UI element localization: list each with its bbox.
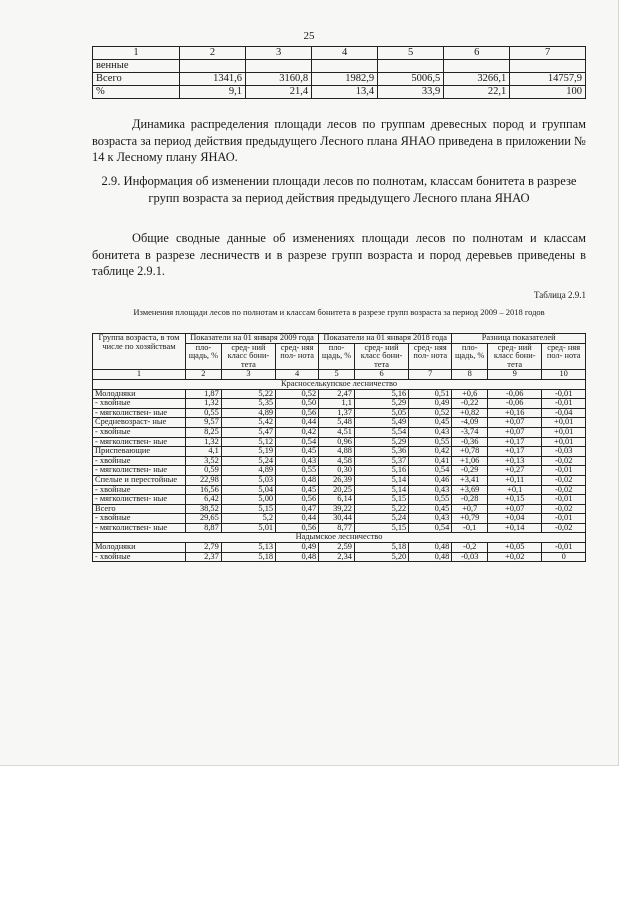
value-cell: 8,87 — [186, 523, 222, 533]
summary-row-label: венные — [93, 60, 180, 73]
value-cell: +0,15 — [488, 495, 542, 505]
row-label: Средневозраст- ные — [93, 418, 186, 428]
summary-empty-cell — [312, 60, 378, 73]
table-row — [93, 552, 586, 562]
row-label: Спелые и перестойные — [93, 475, 186, 485]
section-nadym-label: Надымское лесничество — [93, 533, 586, 543]
value-cell: 0,43 — [409, 485, 452, 495]
value-cell: -0,03 — [542, 447, 586, 457]
value-cell: 0,54 — [276, 437, 319, 447]
value-cell: +3,69 — [452, 485, 488, 495]
value-cell: 5,18 — [221, 552, 275, 562]
value-cell: 0,59 — [186, 466, 222, 476]
value-cell: 0,42 — [276, 427, 319, 437]
table-row — [93, 475, 586, 485]
value-cell: -0,22 — [452, 399, 488, 409]
value-cell: 22,98 — [186, 475, 222, 485]
row-label: - мягколиствен- ные — [93, 466, 186, 476]
value-cell: -0,01 — [542, 399, 586, 409]
value-cell: 5,19 — [221, 447, 275, 457]
value-cell: 5,35 — [221, 399, 275, 409]
value-cell: +0,07 — [488, 427, 542, 437]
row-label: - мягколиствен- ные — [93, 523, 186, 533]
value-cell: 5,54 — [354, 427, 408, 437]
summary-row-label: Всего — [93, 73, 180, 86]
summary-value-cell: 13,4 — [312, 86, 378, 99]
value-cell: -0,02 — [542, 475, 586, 485]
value-cell: 0,56 — [276, 523, 319, 533]
summary-empty-cell — [180, 60, 246, 73]
value-cell: 5,48 — [319, 418, 355, 428]
summary-value-cell: 21,4 — [246, 86, 312, 99]
value-cell: 0,43 — [409, 514, 452, 524]
subheader-site-class: сред- ний класс бони- тета — [488, 343, 542, 370]
table-row — [93, 427, 586, 437]
value-cell: 0,48 — [409, 552, 452, 562]
value-cell: 5,01 — [221, 523, 275, 533]
value-cell: 0,55 — [276, 466, 319, 476]
value-cell: -0,1 — [452, 523, 488, 533]
subheader-site-class: сред- ний класс бони- тета — [354, 343, 408, 370]
value-cell: +0,79 — [452, 514, 488, 524]
value-cell: 0,55 — [409, 437, 452, 447]
value-cell: -0,02 — [542, 504, 586, 514]
summary-value-cell: 14757,9 — [510, 73, 586, 86]
value-cell: -0,2 — [452, 543, 488, 553]
summary-empty-cell — [444, 60, 510, 73]
value-cell: +3,41 — [452, 475, 488, 485]
subheader-area: пло- щадь, % — [319, 343, 355, 370]
value-cell: 0,49 — [409, 399, 452, 409]
value-cell: +0,02 — [488, 552, 542, 562]
value-cell: 6,14 — [319, 495, 355, 505]
value-cell: +0,05 — [488, 543, 542, 553]
value-cell: 2,59 — [319, 543, 355, 553]
value-cell: 38,52 — [186, 504, 222, 514]
value-cell: -0,02 — [542, 485, 586, 495]
value-cell: 26,39 — [319, 475, 355, 485]
value-cell: 5,03 — [221, 475, 275, 485]
summary-value-cell: 1341,6 — [180, 73, 246, 86]
column-index-cell: 5 — [319, 370, 355, 380]
value-cell: 29,65 — [186, 514, 222, 524]
column-index-cell: 2 — [186, 370, 222, 380]
summary-table — [92, 46, 586, 99]
value-cell: 5,24 — [221, 456, 275, 466]
value-cell: -3,74 — [452, 427, 488, 437]
value-cell: 5,14 — [354, 485, 408, 495]
value-cell: +0,7 — [452, 504, 488, 514]
value-cell: -0,04 — [542, 408, 586, 418]
value-cell: 5,22 — [221, 389, 275, 399]
value-cell: 2,79 — [186, 543, 222, 553]
subheader-site-class: сред- ний класс бони- тета — [221, 343, 275, 370]
value-cell: 5,15 — [354, 495, 408, 505]
value-cell: 9,57 — [186, 418, 222, 428]
value-cell: 0,52 — [276, 389, 319, 399]
value-cell: +0,01 — [542, 418, 586, 428]
row-label: Молодняки — [93, 543, 186, 553]
value-cell: -0,29 — [452, 466, 488, 476]
value-cell: 5,15 — [221, 504, 275, 514]
section-heading: 2.9. Информация об изменении площади лесов по полнотам, классам бонитета в разрезе групп возраста за период действия предыдущего Лесного плана ЯНАО — [101, 174, 577, 205]
value-cell: 8,77 — [319, 523, 355, 533]
summary-value-cell: 3266,1 — [444, 73, 510, 86]
value-cell: +0,07 — [488, 418, 542, 428]
value-cell: -0,02 — [542, 523, 586, 533]
value-cell: +0,17 — [488, 447, 542, 457]
summary-row — [93, 86, 586, 99]
value-cell: 5,2 — [221, 514, 275, 524]
summary-continuation-row — [93, 60, 586, 73]
forest-change-table — [92, 333, 586, 562]
value-cell: 5,47 — [221, 427, 275, 437]
value-cell: +0,13 — [488, 456, 542, 466]
value-cell: 20,25 — [319, 485, 355, 495]
summary-empty-cell — [246, 60, 312, 73]
value-cell: 4,58 — [319, 456, 355, 466]
column-index-cell: 6 — [354, 370, 408, 380]
summary-value-cell: 100 — [510, 86, 586, 99]
value-cell: 5,18 — [354, 543, 408, 553]
value-cell: -0,01 — [542, 466, 586, 476]
value-cell: 5,36 — [354, 447, 408, 457]
summary-empty-cell — [510, 60, 586, 73]
value-cell: -0,06 — [488, 389, 542, 399]
value-cell: 2,47 — [319, 389, 355, 399]
value-cell: 0,45 — [409, 418, 452, 428]
value-cell: 1,32 — [186, 399, 222, 409]
column-index-cell: 1 — [93, 370, 186, 380]
value-cell: 6,42 — [186, 495, 222, 505]
summary-value-cell: 1982,9 — [312, 73, 378, 86]
row-label: - хвойные — [93, 399, 186, 409]
value-cell: -0,01 — [542, 495, 586, 505]
header-age-group: Группа возраста, в том числе по хозяйствам — [93, 334, 186, 370]
value-cell: 5,16 — [354, 389, 408, 399]
value-cell: 5,00 — [221, 495, 275, 505]
value-cell: -0,01 — [542, 514, 586, 524]
value-cell: 1,1 — [319, 399, 355, 409]
value-cell: 8,25 — [186, 427, 222, 437]
header-2018: Показатели на 01 января 2018 года — [319, 334, 452, 344]
value-cell: 0,48 — [276, 552, 319, 562]
subheader-area: пло- щадь, % — [186, 343, 222, 370]
page-number: 25 — [303, 30, 315, 42]
value-cell: 1,37 — [319, 408, 355, 418]
value-cell: +0,6 — [452, 389, 488, 399]
row-label: - мягколиствен- ные — [93, 495, 186, 505]
row-label: Приспевающие — [93, 447, 186, 457]
value-cell: 4,88 — [319, 447, 355, 457]
paragraph-dynamics: Динамика распределения площади лесов по группам древесных пород и группам возраста за период действия предыдущего Лесного плана ЯНАО приведена в приложении № 14 к Лесному плану ЯНАО. — [92, 117, 586, 164]
value-cell: 0,49 — [276, 543, 319, 553]
value-cell: 5,37 — [354, 456, 408, 466]
summary-row-label: % — [93, 86, 180, 99]
value-cell: 0,47 — [276, 504, 319, 514]
value-cell: -0,01 — [542, 543, 586, 553]
value-cell: 5,22 — [354, 504, 408, 514]
table-row — [93, 466, 586, 476]
value-cell: +0,04 — [488, 514, 542, 524]
value-cell: -4,09 — [452, 418, 488, 428]
summary-value-cell: 5006,5 — [378, 73, 444, 86]
value-cell: 0,55 — [186, 408, 222, 418]
row-label: - хвойные — [93, 514, 186, 524]
row-label: - мягколиствен- ные — [93, 408, 186, 418]
summary-value-cell: 22,1 — [444, 86, 510, 99]
subheader-density: сред- няя пол- нота — [409, 343, 452, 370]
value-cell: 5,29 — [354, 399, 408, 409]
value-cell: 0,54 — [409, 466, 452, 476]
value-cell: 5,29 — [354, 437, 408, 447]
value-cell: +1,06 — [452, 456, 488, 466]
summary-header-row — [93, 47, 586, 60]
value-cell: +0,1 — [488, 485, 542, 495]
value-cell: -0,36 — [452, 437, 488, 447]
value-cell: 0,52 — [409, 408, 452, 418]
value-cell: 0,56 — [276, 408, 319, 418]
value-cell: 0,96 — [319, 437, 355, 447]
row-label: - хвойные — [93, 485, 186, 495]
value-cell: -0,06 — [488, 399, 542, 409]
subheader-density: сред- няя пол- нота — [276, 343, 319, 370]
summary-value-cell: 9,1 — [180, 86, 246, 99]
value-cell: 30,44 — [319, 514, 355, 524]
value-cell: 0,41 — [409, 456, 452, 466]
section-krasnoselkup-label: Красноселькупское лесничество — [93, 379, 586, 389]
summary-header-cell: 1 — [93, 47, 180, 60]
value-cell: -0,28 — [452, 495, 488, 505]
value-cell: 0,43 — [409, 427, 452, 437]
value-cell: 5,13 — [221, 543, 275, 553]
value-cell: 4,1 — [186, 447, 222, 457]
column-index-cell: 10 — [542, 370, 586, 380]
value-cell: 4,89 — [221, 408, 275, 418]
summary-value-cell: 3160,8 — [246, 73, 312, 86]
value-cell: 0,43 — [276, 456, 319, 466]
table-row — [93, 514, 586, 524]
value-cell: 0,48 — [276, 475, 319, 485]
value-cell: 5,05 — [354, 408, 408, 418]
value-cell: +0,14 — [488, 523, 542, 533]
value-cell: +0,27 — [488, 466, 542, 476]
value-cell: 0,48 — [409, 543, 452, 553]
section-krasnoselkup — [93, 379, 586, 389]
value-cell: 0,30 — [319, 466, 355, 476]
table-title: Изменения площади лесов по полнотам и классам бонитета в разрезе групп возраста за период 2009 – 2018 годов — [133, 307, 545, 317]
table-row — [93, 418, 586, 428]
summary-header-cell: 4 — [312, 47, 378, 60]
value-cell: 0,44 — [276, 514, 319, 524]
summary-empty-cell — [378, 60, 444, 73]
table-row — [93, 543, 586, 553]
value-cell: +0,07 — [488, 504, 542, 514]
table-row — [93, 447, 586, 457]
value-cell: -0,03 — [452, 552, 488, 562]
summary-value-cell: 33,9 — [378, 86, 444, 99]
value-cell: 0,50 — [276, 399, 319, 409]
value-cell: +0,16 — [488, 408, 542, 418]
value-cell: 16,56 — [186, 485, 222, 495]
value-cell: +0,01 — [542, 437, 586, 447]
column-index-cell: 7 — [409, 370, 452, 380]
value-cell: 5,20 — [354, 552, 408, 562]
value-cell: 5,16 — [354, 466, 408, 476]
value-cell: +0,17 — [488, 437, 542, 447]
subheader-density: сред- няя пол- нота — [542, 343, 586, 370]
column-index-cell: 9 — [488, 370, 542, 380]
value-cell: 5,12 — [221, 437, 275, 447]
summary-header-cell: 2 — [180, 47, 246, 60]
value-cell: 0,54 — [409, 523, 452, 533]
value-cell: +0,11 — [488, 475, 542, 485]
value-cell: 5,04 — [221, 485, 275, 495]
summary-header-cell: 7 — [510, 47, 586, 60]
value-cell: 0,44 — [276, 418, 319, 428]
row-label: - хвойные — [93, 552, 186, 562]
summary-header-cell: 5 — [378, 47, 444, 60]
column-index-cell: 4 — [276, 370, 319, 380]
value-cell: +0,82 — [452, 408, 488, 418]
summary-header-cell: 6 — [444, 47, 510, 60]
row-label: Молодняки — [93, 389, 186, 399]
column-index-cell: 8 — [452, 370, 488, 380]
value-cell: 0,42 — [409, 447, 452, 457]
summary-row — [93, 73, 586, 86]
value-cell: +0,78 — [452, 447, 488, 457]
row-label: - хвойные — [93, 456, 186, 466]
value-cell: 3,52 — [186, 456, 222, 466]
value-cell: 2,37 — [186, 552, 222, 562]
value-cell: 5,24 — [354, 514, 408, 524]
column-index-cell: 3 — [221, 370, 275, 380]
value-cell: -0,02 — [542, 456, 586, 466]
value-cell: 4,51 — [319, 427, 355, 437]
value-cell: 0,45 — [409, 504, 452, 514]
value-cell: 39,22 — [319, 504, 355, 514]
value-cell: 5,42 — [221, 418, 275, 428]
row-label: - хвойные — [93, 427, 186, 437]
table-row — [93, 495, 586, 505]
row-label: Всего — [93, 504, 186, 514]
value-cell: 1,32 — [186, 437, 222, 447]
header-difference: Разница показателей — [452, 334, 586, 344]
value-cell: 0,45 — [276, 447, 319, 457]
value-cell: 0,45 — [276, 485, 319, 495]
table-row — [93, 399, 586, 409]
value-cell: -0,01 — [542, 389, 586, 399]
value-cell: 1,87 — [186, 389, 222, 399]
value-cell: 0,46 — [409, 475, 452, 485]
value-cell: 5,15 — [354, 523, 408, 533]
paragraph-summary: Общие сводные данные об изменениях площади лесов по полнотам и классам бонитета в разрезе лесничеств и в разрезе групп возраста и пород деревьев приведены в таблице 2.9.1. — [92, 231, 586, 278]
value-cell: 0 — [542, 552, 586, 562]
value-cell: 4,89 — [221, 466, 275, 476]
row-label: - мягколиствен- ные — [93, 437, 186, 447]
value-cell: 5,14 — [354, 475, 408, 485]
subheader-area: пло- щадь, % — [452, 343, 488, 370]
value-cell: 0,56 — [276, 495, 319, 505]
value-cell: 0,51 — [409, 389, 452, 399]
value-cell: 5,49 — [354, 418, 408, 428]
value-cell: 0,55 — [409, 495, 452, 505]
value-cell: 2,34 — [319, 552, 355, 562]
header-2009: Показатели на 01 января 2009 года — [186, 334, 319, 344]
summary-header-cell: 3 — [246, 47, 312, 60]
value-cell: +0,01 — [542, 427, 586, 437]
table-caption: Таблица 2.9.1 — [534, 290, 586, 300]
